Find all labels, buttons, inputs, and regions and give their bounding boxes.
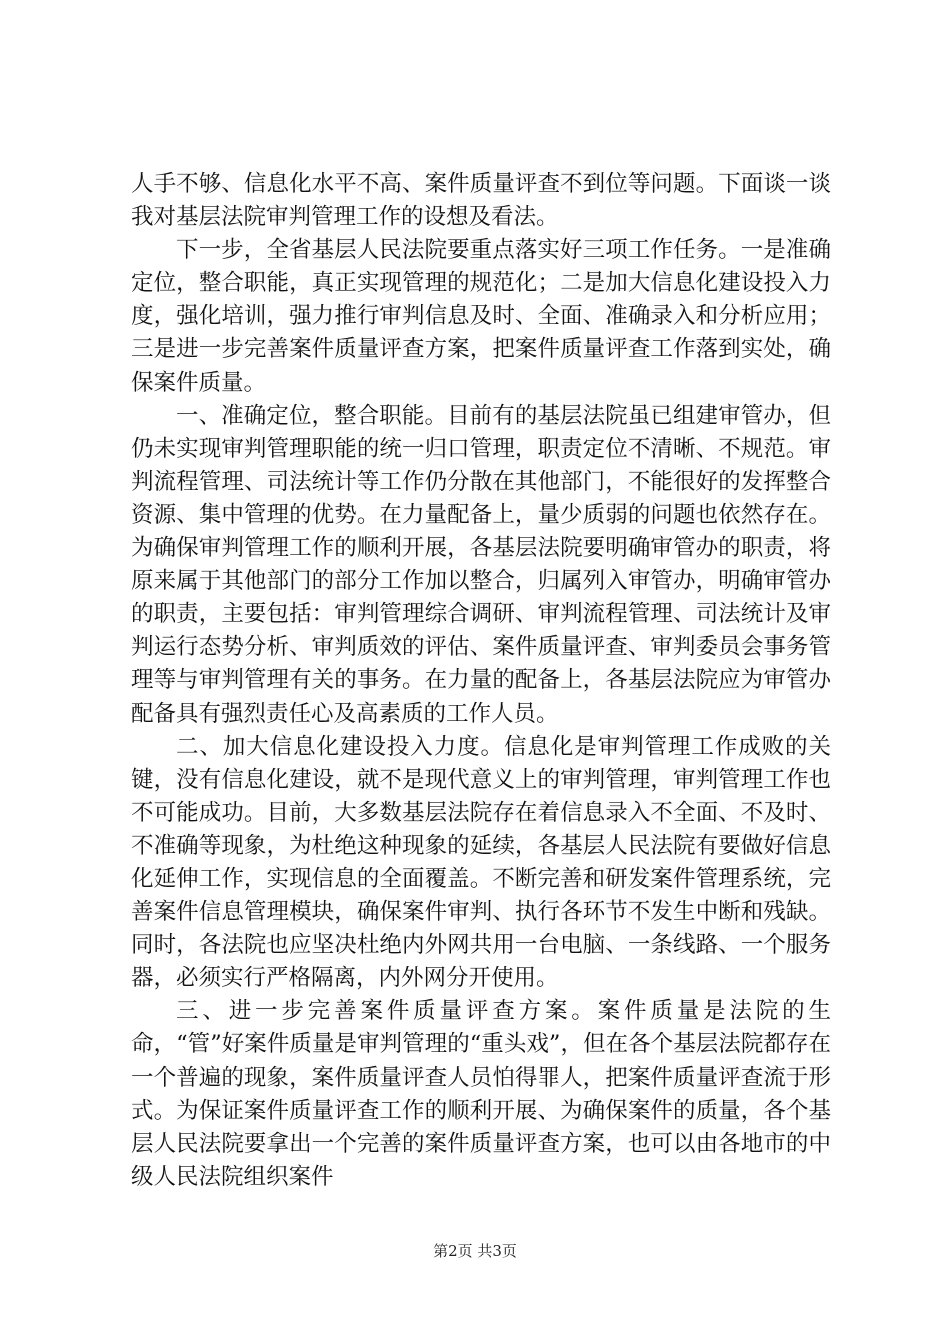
page-number-footer: 第2页 共3页 <box>433 1242 517 1260</box>
paragraph-4: 二、加大信息化建设投入力度。信息化是审判管理工作成败的关键，没有信息化建设，就不是现代意义上的审判管理，审判管理工作也不可能成功。目前，大多数基层法院存在着信息录入不全面、不及时、不准确等现象，为杜绝这种现象的延续，各基层人民法院有要做好信息化延伸工作，实现信息的全面覆盖。不断完善和研发案件管理系统，完善案件信息管理模块，确保案件审判、执行各环节不发生中断和残缺。同时，各法院也应坚决杜绝内外网共用一台电脑、一条线路、一个服务器，必须实行严格隔离，内外网分开使用。 <box>131 733 831 992</box>
paragraph-3: 一、准确定位，整合职能。目前有的基层法院虽已组建审管办，但仍未实现审判管理职能的统一归口管理，职责定位不清晰、不规范。审判流程管理、司法统计等工作仍分散在其他部门，不能很好的发挥整合资源、集中管理的优势。在力量配备上，量少质弱的问题也依然存在。为确保审判管理工作的顺利开展，各基层法院要明确审管办的职责，将原来属于其他部门的部分工作加以整合，归属列入审管办，明确审管办的职责，主要包括：审判管理综合调研、审判流程管理、司法统计及审判运行态势分析、审判质效的评估、案件质量评查、审判委员会事务管理等与审判管理有关的事务。在力量的配备上，各基层法院应为审管办配备具有强烈责任心及高素质的工作人员。 <box>131 402 831 727</box>
paragraph-2: 下一步，全省基层人民法院要重点落实好三项工作任务。一是准确定位，整合职能，真正实现管理的规范化；二是加大信息化建设投入力度，强化培训，强力推行审判信息及时、全面、准确录入和分析应用；三是进一步完善案件质量评查方案，把案件质量评查工作落到实处，确保案件质量。 <box>131 237 831 396</box>
document-body <box>131 168 831 1194</box>
paragraph-5: 三、进一步完善案件质量评查方案。案件质量是法院的生命，“管”好案件质量是审判管理的“重头戏”，但在各个基层法院都存在一个普遍的现象，案件质量评查人员怕得罪人，把案件质量评查流于形式。为保证案件质量评查工作的顺利开展、为确保案件的质量，各个基层人民法院要拿出一个完善的案件质量评查方案，也可以由各地市的中级人民法院组织案件 <box>131 998 831 1190</box>
paragraph-1: 人手不够、信息化水平不高、案件质量评查不到位等问题。下面谈一谈我对基层法院审判管理工作的设想及看法。 <box>131 171 831 231</box>
